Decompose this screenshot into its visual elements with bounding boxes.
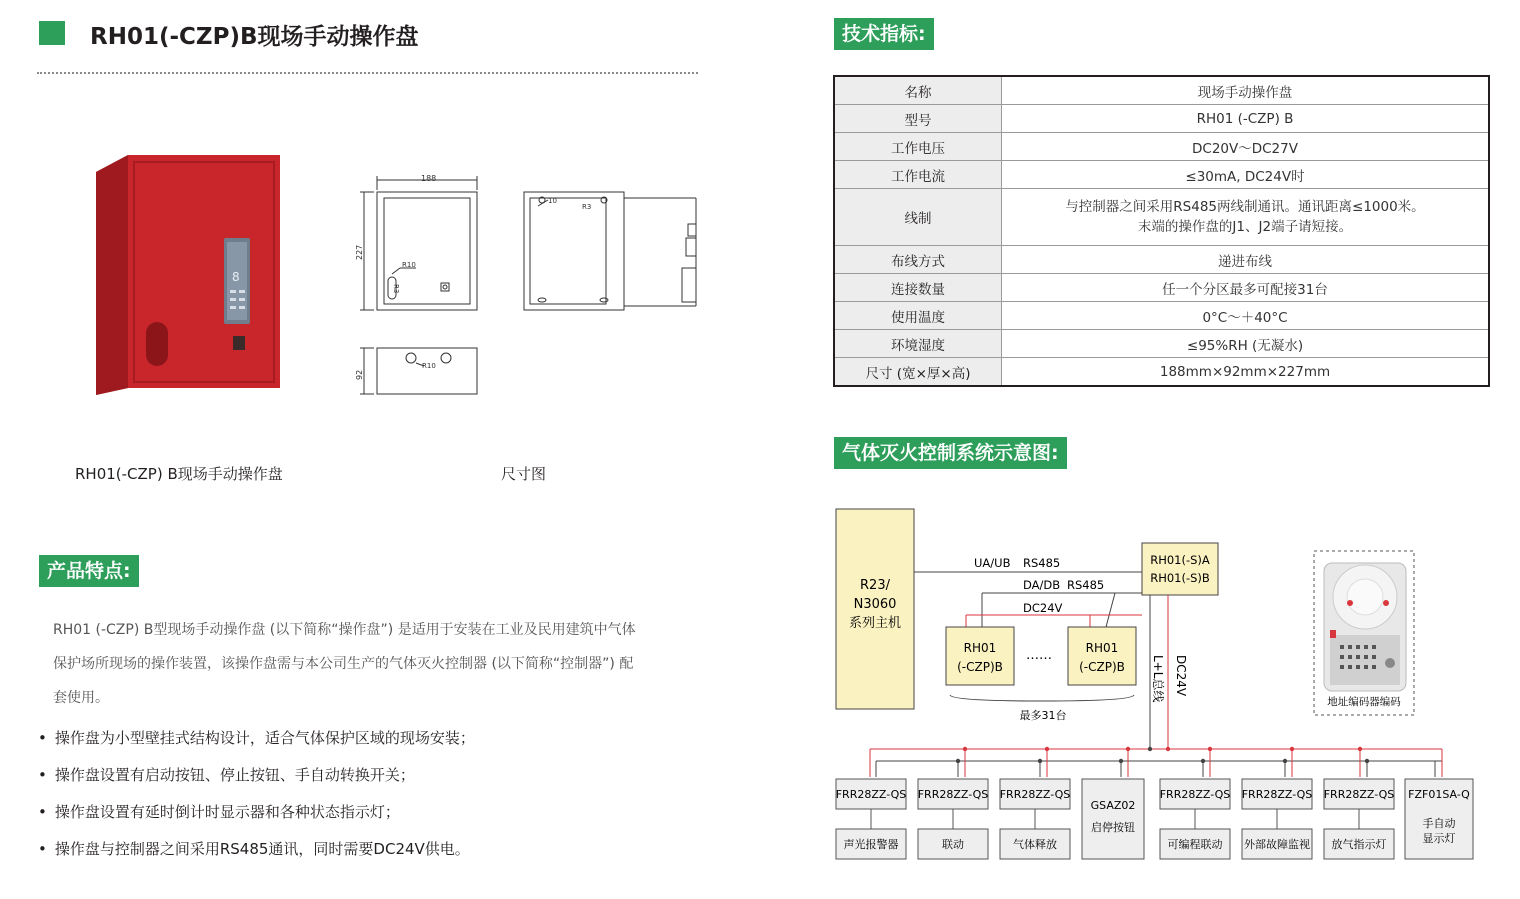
svg-text:FRR28ZZ-QS: FRR28ZZ-QS — [1241, 788, 1313, 801]
svg-text:R3: R3 — [582, 203, 592, 211]
svg-text:联动: 联动 — [942, 838, 964, 851]
table-row: 使用温度 0°C～＋40°C — [834, 302, 1489, 330]
key-switch — [233, 336, 245, 350]
title-divider — [37, 72, 698, 74]
svg-text:启停按钮: 启停按钮 — [1091, 821, 1135, 834]
table-row: 连接数量 任一个分区最多可配接31台 — [834, 274, 1489, 302]
panel-box — [1068, 627, 1136, 685]
table-row: 工作电流 ≤30mA, DC24V时 — [834, 161, 1489, 189]
intro-line: RH01 (-CZP) B型现场手动操作盘 (以下简称“操作盘”) 是适用于安装在工业及民用建筑中气体 — [53, 622, 636, 638]
svg-text:外部故障监视: 外部故障监视 — [1244, 838, 1310, 851]
table-row: 工作电压 DC20V～DC27V — [834, 133, 1489, 161]
svg-text:RH01: RH01 — [963, 641, 997, 655]
svg-text:DC24V: DC24V — [1174, 655, 1188, 697]
svg-text:FZF01SA-Q: FZF01SA-Q — [1408, 788, 1470, 801]
svg-text:FRR28ZZ-QS: FRR28ZZ-QS — [1323, 788, 1395, 801]
dimension-drawing — [356, 172, 701, 402]
features-intro — [53, 613, 703, 715]
svg-text:GSAZ02: GSAZ02 — [1090, 799, 1136, 812]
svg-text:手自动: 手自动 — [1422, 817, 1456, 830]
feature-item: • 操作盘设置有启动按钮、停止按钮、手自动转换开关； — [38, 766, 415, 784]
svg-text:放气指示灯: 放气指示灯 — [1331, 838, 1387, 851]
svg-text:……: …… — [1026, 648, 1052, 663]
system-diagram — [830, 505, 1490, 875]
svg-text:最多31台: 最多31台 — [1019, 709, 1067, 722]
svg-text:RH01(-S)B: RH01(-S)B — [1150, 571, 1210, 585]
svg-text:10: 10 — [548, 197, 557, 205]
features-list — [38, 724, 475, 872]
feature-item: • 操作盘设置有延时倒计时显示器和各种状态指示灯； — [38, 803, 400, 821]
table-row: 线制 与控制器之间采用RS485两线制通讯。通讯距离≤1000米。 末端的操作盘的J1、J2端子请短接。 — [834, 189, 1489, 246]
product-title: RH01(-CZP)B现场手动操作盘 — [90, 24, 419, 50]
svg-text:R23/: R23/ — [860, 578, 890, 593]
table-row: 布线方式 递进布线 — [834, 246, 1489, 274]
specs-heading: 技术指标: — [834, 18, 934, 50]
svg-text:DC24V: DC24V — [1023, 601, 1063, 615]
system-heading: 气体灭火控制系统示意图: — [834, 437, 1067, 469]
dim-width: 188 — [421, 174, 437, 183]
table-row: 尺寸 (宽×厚×高) 188mm×92mm×227mm — [834, 358, 1489, 387]
rh01-s-box — [1142, 543, 1218, 595]
svg-text:气体释放: 气体释放 — [1013, 838, 1057, 851]
photo-caption: RH01(-CZP) B现场手动操作盘 — [75, 465, 283, 483]
feature-item: • 操作盘为小型壁挂式结构设计，适合气体保护区域的现场安装； — [38, 729, 475, 747]
table-row: 环境湿度 ≤95%RH (无凝水) — [834, 330, 1489, 358]
svg-text:显示灯: 显示灯 — [1422, 832, 1456, 845]
svg-text:(-CZP)B: (-CZP)B — [957, 660, 1003, 674]
svg-text:可编程联动: 可编程联动 — [1167, 838, 1223, 851]
table-row: 名称 现场手动操作盘 — [834, 76, 1489, 105]
svg-text:N3060: N3060 — [853, 597, 897, 612]
dim-r10: R10 — [402, 261, 416, 269]
feature-item: • 操作盘与控制器之间采用RS485通讯，同时需要DC24V供电。 — [38, 840, 470, 858]
encoder-caption: 地址编码器编码 — [1327, 696, 1401, 708]
svg-text:R3: R3 — [392, 284, 400, 294]
spec-table — [833, 75, 1490, 387]
dim-height: 227 — [355, 244, 364, 260]
svg-text:RH01: RH01 — [1085, 641, 1119, 655]
svg-text:RS485: RS485 — [1067, 578, 1105, 592]
svg-text:(-CZP)B: (-CZP)B — [1079, 660, 1125, 674]
svg-text:L+L总线: L+L总线 — [1151, 655, 1165, 703]
countdown-digit: 8 — [232, 270, 240, 284]
module-box — [1082, 779, 1144, 859]
table-row: 型号 RH01 (-CZP) B — [834, 105, 1489, 133]
svg-text:FRR28ZZ-QS: FRR28ZZ-QS — [1159, 788, 1231, 801]
drawing-caption: 尺寸图 — [501, 465, 547, 483]
svg-text:系列主机: 系列主机 — [848, 616, 902, 631]
features-heading: 产品特点: — [39, 555, 139, 587]
intro-line: 保护场所现场的操作装置，该操作盘需与本公司生产的气体灭火控制器 (以下简称“控制器”) 配 — [53, 656, 634, 672]
svg-text:RH01(-S)A: RH01(-S)A — [1150, 553, 1210, 567]
svg-text:声光报警器: 声光报警器 — [843, 838, 899, 851]
dim-depth: 92 — [355, 369, 364, 380]
panel-box — [946, 627, 1014, 685]
svg-text:FRR28ZZ-QS: FRR28ZZ-QS — [999, 788, 1071, 801]
product-photo — [88, 150, 288, 402]
intro-line: 套使用。 — [53, 690, 109, 706]
svg-text:R10: R10 — [422, 362, 436, 370]
svg-text:FRR28ZZ-QS: FRR28ZZ-QS — [917, 788, 989, 801]
title-marker — [39, 21, 65, 45]
svg-text:RS485: RS485 — [1023, 556, 1061, 570]
svg-text:DA/DB: DA/DB — [1023, 578, 1061, 592]
svg-text:UA/UB: UA/UB — [974, 556, 1011, 570]
handle-recess — [146, 322, 168, 366]
svg-text:FRR28ZZ-QS: FRR28ZZ-QS — [835, 788, 907, 801]
